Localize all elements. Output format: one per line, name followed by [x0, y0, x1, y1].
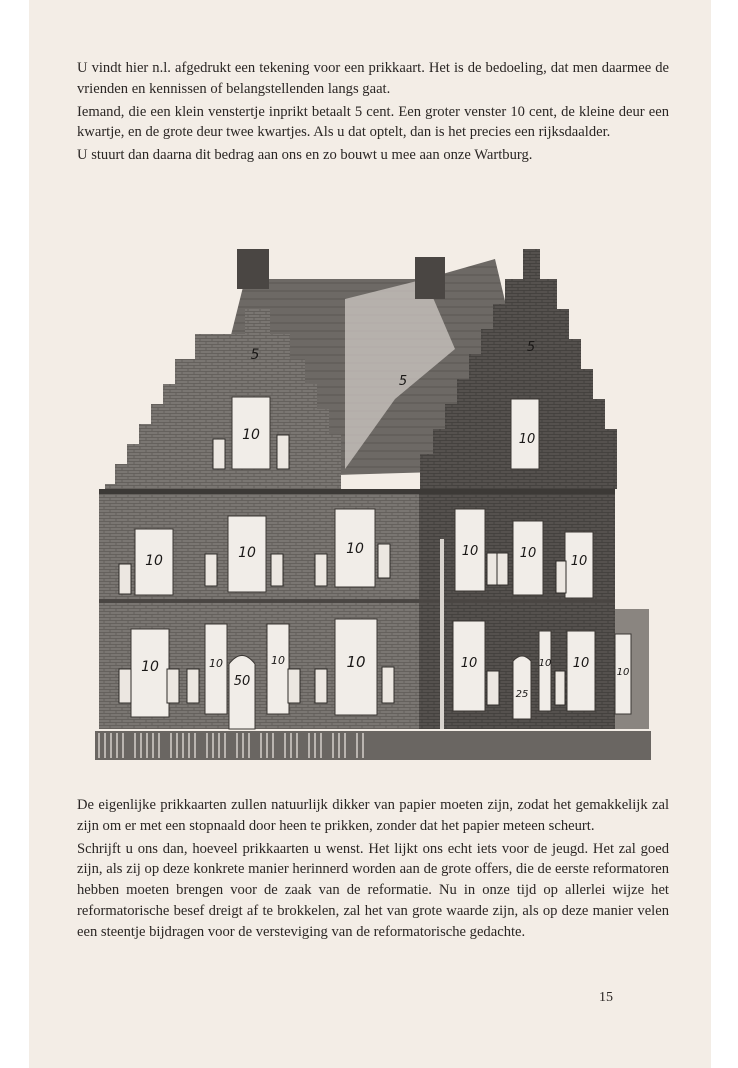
label-first-window-3: 10	[346, 541, 364, 557]
label-large-door: 50	[233, 674, 251, 689]
label-gable-right: 5	[526, 340, 536, 355]
label-ground-window-2: 10	[209, 657, 223, 670]
label-first-window-1: 10	[145, 553, 163, 569]
label-attic-left: 10	[242, 427, 260, 443]
label-first-window-6: 10	[570, 554, 588, 569]
intro-paragraph-1: U vindt hier n.l. afgedrukt een tekening voor een prikkaart. Het is de bedoeling, dat men daarmee de vrienden en kennissen of belangstellenden langs gaat.	[77, 60, 669, 97]
label-gable-left: 5	[250, 347, 260, 363]
fence	[95, 731, 651, 760]
label-ground-window-1: 10	[141, 659, 159, 675]
chimney-left	[237, 249, 269, 289]
intro-paragraph-3: U stuurt dan daarna dit bedrag aan ons en zo bouwt u mee aan onze Wartburg.	[77, 147, 533, 164]
label-first-window-5: 10	[519, 546, 537, 561]
label-first-window-4: 10	[461, 544, 479, 559]
label-ground-window-8: 10	[616, 667, 630, 678]
label-ground-window-7: 10	[572, 656, 590, 671]
closing-paragraph-2: Schrijft u ons dan, hoeveel prikkaarten u wenst. Het lijkt ons echt iets voor de jeugd. Het zal goed zijn, als zij op deze konkrete manier herinnerd worden aan de grote offers, die de eerste reformatoren hebben moeten brengen voor de zaak van de reformatie. Nu in onze tijd op allerlei wijze het reformatorische besef dreigt af te brokkelen, zal het van grote waarde zijn, als op deze manier velen een steentje bijdragen voor de versteviging van de reformatorische gedachte.	[77, 840, 669, 940]
chimney-center	[415, 257, 445, 299]
label-ground-window-3: 10	[271, 654, 285, 667]
building-photo	[95, 239, 651, 760]
book-page	[29, 0, 711, 1068]
label-first-window-2: 10	[238, 545, 256, 561]
label-ground-window-5: 10	[460, 656, 478, 671]
intro-text	[77, 58, 669, 168]
label-attic-right: 10	[518, 432, 536, 447]
label-ground-window-6: 10	[538, 658, 552, 669]
closing-text	[77, 795, 669, 945]
label-small-door: 25	[515, 689, 529, 700]
label-roof-mid: 5	[398, 374, 408, 389]
closing-paragraph-1: De eigenlijke prikkaarten zullen natuurlijk dikker van papier moeten zijn, zodat het gemakkelijk zal zijn om er met een stopnaald door heen te prikken, zonder dat het papier meteen scheurt.	[77, 797, 669, 834]
page-number: 15	[599, 990, 613, 1005]
label-ground-window-4: 10	[346, 653, 366, 671]
intro-paragraph-2: Iemand, die een klein venstertje inprikt betaalt 5 cent. Een groter venster 10 cent, de kleine deur een kwartje, en de grote deur twee kwartjes. Als u dat optelt, dan is het precies een rijksdaalder.	[77, 103, 669, 141]
